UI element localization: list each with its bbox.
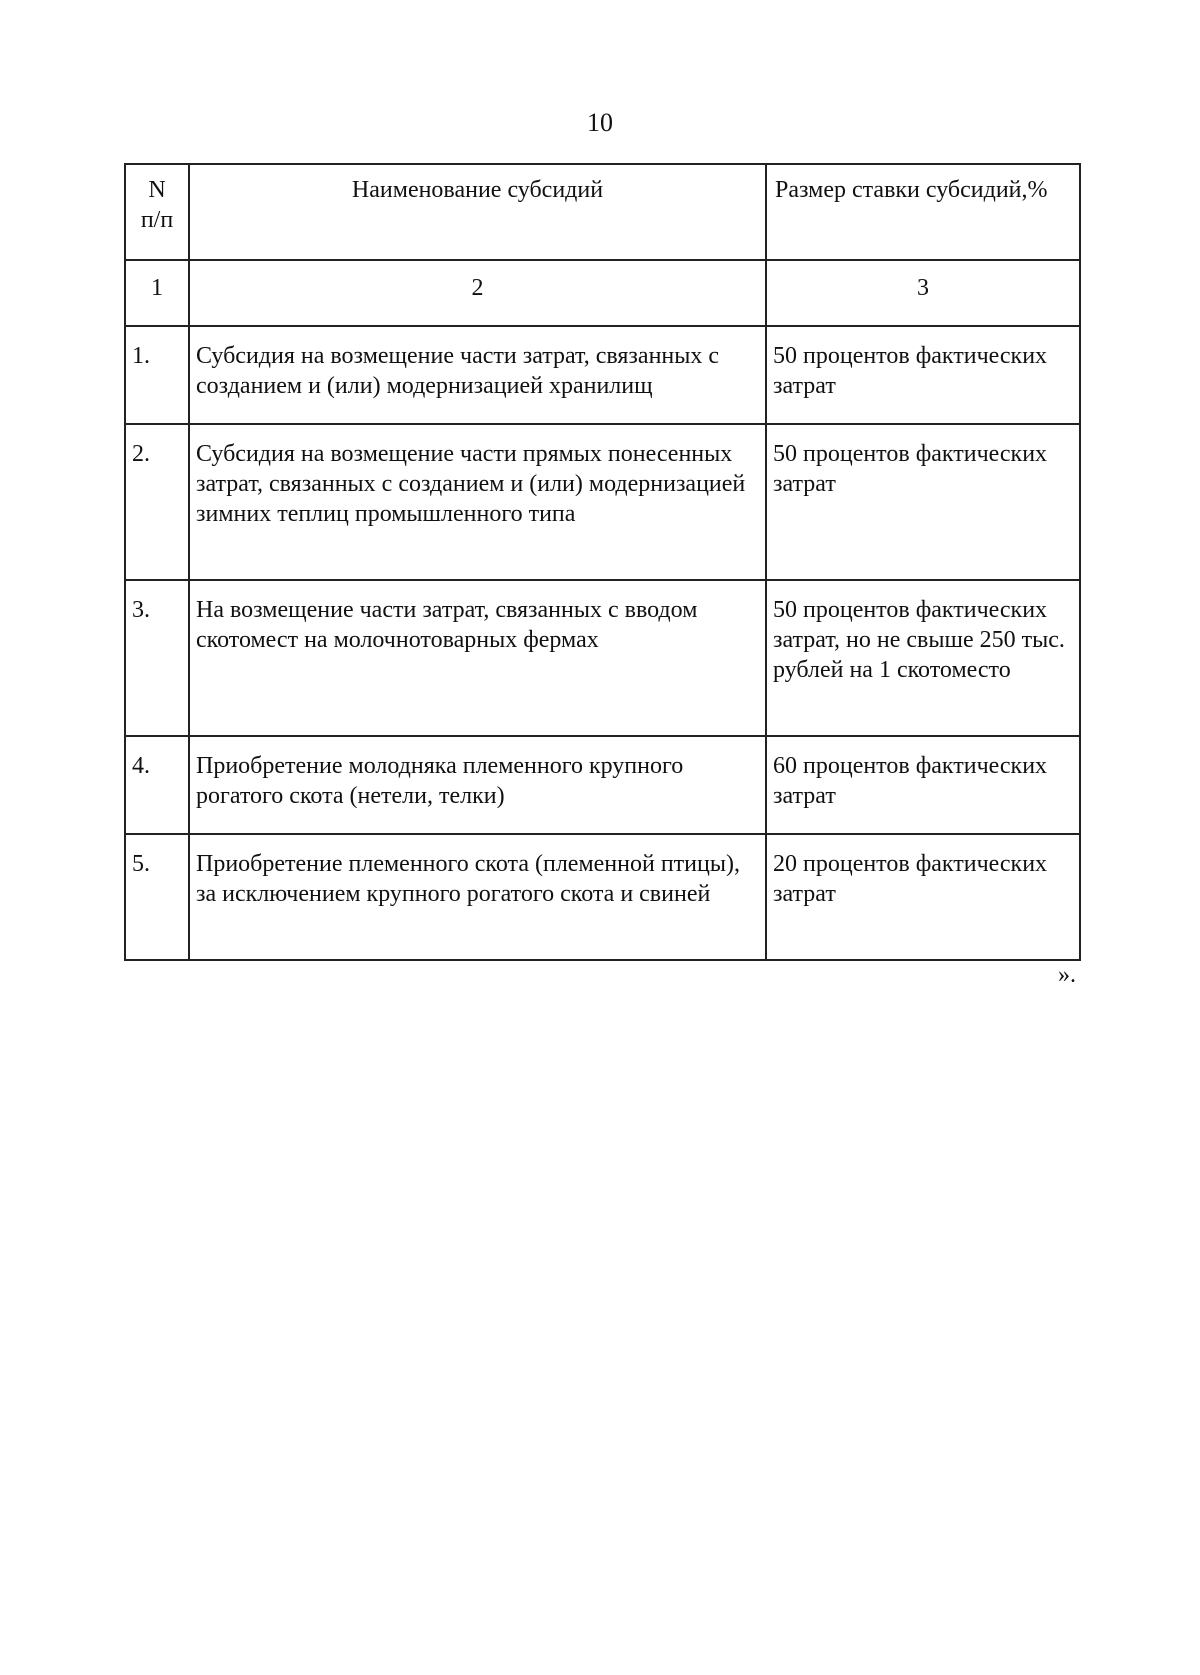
row-num: 5. [125,834,189,960]
row-num: 2. [125,424,189,580]
page-number: 10 [587,108,613,137]
row-name: На возмещение части затрат, связанных с вводом скотомест на молочнотоварных фермах [189,580,766,736]
row-name: Субсидия на возмещение части затрат, связанных с созданием и (или) модернизацией хранилищ [189,326,766,424]
row-name: Приобретение племенного скота (племенной птицы), за исключением крупного рогатого скота и свиней [189,834,766,960]
header-num: N п/п [125,164,189,260]
row-rate: 50 процентов фактических затрат [766,424,1080,580]
table-row [125,580,1080,736]
table-row [125,326,1080,424]
row-num: 3. [125,580,189,736]
table-row [125,424,1080,580]
table-header-row [125,164,1080,260]
header-name: Наименование субсидий [189,164,766,260]
row-rate: 50 процентов фактических затрат, но не свыше 250 тыс. рублей на 1 скотоместо [766,580,1080,736]
column-number-1: 1 [125,260,189,326]
row-rate: 50 процентов фактических затрат [766,326,1080,424]
table-row [125,736,1080,834]
closing-quote-mark: ». [1058,962,1076,988]
row-num: 1. [125,326,189,424]
row-rate: 20 процентов фактических затрат [766,834,1080,960]
row-rate: 60 процентов фактических затрат [766,736,1080,834]
row-name: Субсидия на возмещение части прямых понесенных затрат, связанных с созданием и (или) модернизацией зимних теплиц промышленного типа [189,424,766,580]
header-rate: Размер ставки субсидий,% [766,164,1080,260]
row-name: Приобретение молодняка племенного крупного рогатого скота (нетели, телки) [189,736,766,834]
table-row [125,834,1080,960]
column-numbers-row [125,260,1080,326]
column-number-2: 2 [189,260,766,326]
subsidies-table [124,163,1081,961]
row-num: 4. [125,736,189,834]
column-number-3: 3 [766,260,1080,326]
